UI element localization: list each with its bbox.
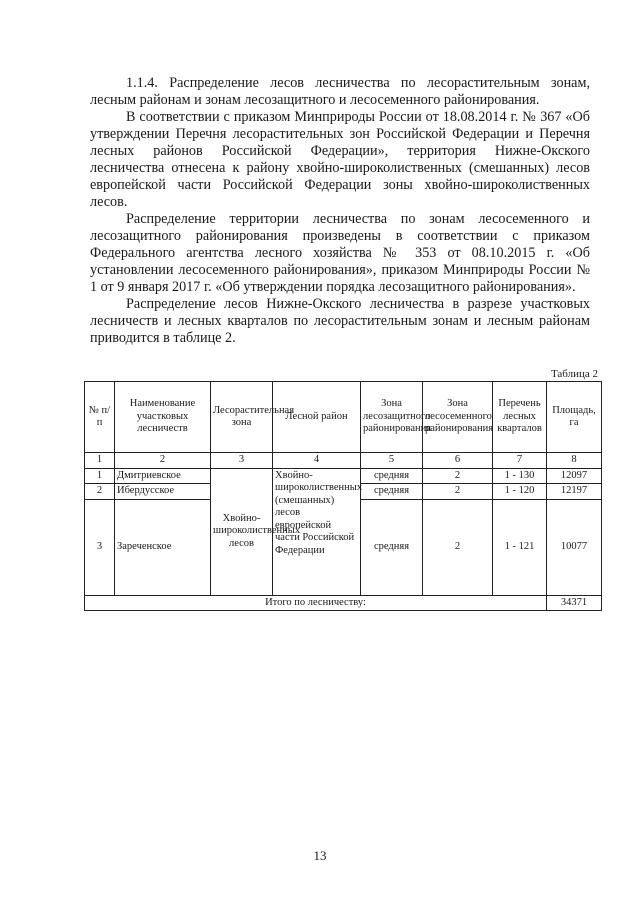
protection-zone: средняя xyxy=(361,499,423,595)
page-number: 13 xyxy=(313,848,327,863)
body-text xyxy=(90,75,590,347)
row-number: 2 xyxy=(85,484,115,500)
total-value: 34371 xyxy=(547,595,602,611)
section-heading-paragraph: 1.1.4. Распределение лесов лесничества по лесорастительным зонам, лесным районам и зонам лесозащитного и лесосеменного районирования. xyxy=(90,75,590,108)
forest-distribution-table xyxy=(84,381,602,611)
header-number: № п/п xyxy=(85,382,115,453)
area-value: 10077 xyxy=(547,499,602,595)
table-numbering-row xyxy=(85,453,602,469)
column-number: 5 xyxy=(361,453,423,469)
column-number: 2 xyxy=(115,453,211,469)
header-district: Лесной район xyxy=(273,382,361,453)
forestry-name: Ибердусское xyxy=(115,484,211,500)
table-total-row xyxy=(85,595,602,611)
column-number: 3 xyxy=(211,453,273,469)
area-value: 12197 xyxy=(547,484,602,500)
seed-zone: 2 xyxy=(423,499,493,595)
table-row xyxy=(85,468,602,484)
area-value: 12097 xyxy=(547,468,602,484)
forestry-name: Зареченское xyxy=(115,499,211,595)
protection-zone: средняя xyxy=(361,484,423,500)
forestry-name: Дмитриевское xyxy=(115,468,211,484)
header-area: Площадь, га xyxy=(547,382,602,453)
header-zone: Лесорастительная зона xyxy=(211,382,273,453)
seed-zone: 2 xyxy=(423,468,493,484)
header-name: Наименование участковых лесничеств xyxy=(115,382,211,453)
header-quarters: Перечень лесных кварталов xyxy=(493,382,547,453)
column-number: 6 xyxy=(423,453,493,469)
header-protection-zone: Зона лесозащитного районирования xyxy=(361,382,423,453)
quarters-range: 1 - 120 xyxy=(493,484,547,500)
column-number: 8 xyxy=(547,453,602,469)
paragraph-zone-classification: В соответствии с приказом Минприроды России от 18.08.2014 г. № 367 «Об утверждении Перечня лесорастительных зон Российской Федерации и Перечня лесных районов Российской Федерации», территория Нижне-Окского лесничества отнесена к району хвойно-широколиственных (смешанных) лесов европейской части Российской Федерации зоны хвойно-широколиственных лесов. xyxy=(90,109,590,210)
quarters-range: 1 - 121 xyxy=(493,499,547,595)
table-caption: Таблица 2 xyxy=(550,368,598,380)
column-number: 1 xyxy=(85,453,115,469)
protection-zone: средняя xyxy=(361,468,423,484)
paragraph-zoning-orders: Распределение территории лесничества по зонам лесосеменного и лесозащитного районирования произведены в соответствии с приказом Федерального агентства лесного хозяйства № 353 от 08.10.2015 г. «Об установлении лесосеменного районирования», приказом Минприроды России № 1 от 9 января 2017 г. «Об утверждении порядка лесозащитного районирования». xyxy=(90,211,590,295)
header-seed-zone: Зона лесосеменного районирования xyxy=(423,382,493,453)
column-number: 4 xyxy=(273,453,361,469)
seed-zone: 2 xyxy=(423,484,493,500)
forest-zone-cell: Хвойно-широколиственных лесов xyxy=(211,468,273,595)
paragraph-table-intro: Распределение лесов Нижне-Окского лесничества в разрезе участковых лесничеств и лесных кварталов по лесорастительным зонам и лесным районам приводится в таблице 2. xyxy=(90,296,590,346)
forest-district-cell: Хвойно-широколиственных (смешанных) лесов европейской части Российской Федерации xyxy=(273,468,361,595)
total-label: Итого по лесничеству: xyxy=(85,595,547,611)
column-number: 7 xyxy=(493,453,547,469)
row-number: 1 xyxy=(85,468,115,484)
table-header-row xyxy=(85,382,602,453)
quarters-range: 1 - 130 xyxy=(493,468,547,484)
row-number: 3 xyxy=(85,499,115,595)
